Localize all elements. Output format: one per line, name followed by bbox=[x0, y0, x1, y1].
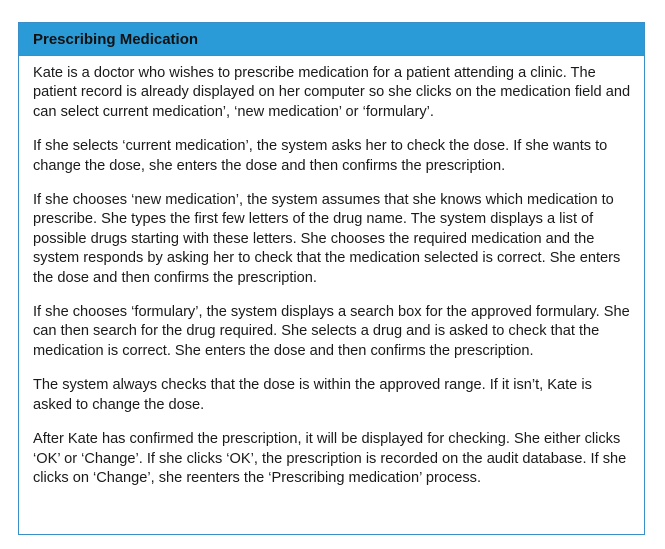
scenario-box bbox=[18, 22, 645, 535]
paragraph-formulary: If she chooses ‘formulary’, the system displays a search box for the approved formulary. She can then search for the drug required. She selects a drug and is asked to check that the medication is correct. She enters the dose and then confirms the prescription. bbox=[33, 304, 630, 359]
scenario-body bbox=[19, 56, 644, 488]
paragraph-dose-check: The system always checks that the dose is within the approved range. If it isn’t, Kate is asked to change the dose. bbox=[33, 377, 592, 413]
scenario-title: Prescribing Medication bbox=[33, 30, 199, 48]
paragraph-confirmation: After Kate has confirmed the prescription, it will be displayed for checking. She either clicks ‘OK’ or ‘Change’. If she clicks ‘OK’, the prescription is recorded on the audit database. If she clicks on ‘Change’, she reenters the ‘Prescribing medication’ process. bbox=[33, 431, 627, 486]
paragraph-current-medication: If she selects ‘current medication’, the system asks her to check the dose. If she wants to change the dose, she enters the dose and then confirms the prescription. bbox=[33, 138, 608, 174]
paragraph-intro: Kate is a doctor who wishes to prescribe medication for a patient attending a clinic. The patient record is already displayed on her computer so she clicks on the medication field and can select current medication’, ‘new medication’ or ‘formulary’. bbox=[33, 65, 631, 120]
paragraph-new-medication: If she chooses ‘new medication’, the system assumes that she knows which medication to prescribe. She types the first few letters of the drug name. The system displays a list of possible drugs starting with these letters. She chooses the required medication and the system responds by asking her to check that the medication selected is correct. She enters the dose and then confirms the prescription. bbox=[33, 192, 621, 286]
scenario-header bbox=[19, 23, 644, 56]
